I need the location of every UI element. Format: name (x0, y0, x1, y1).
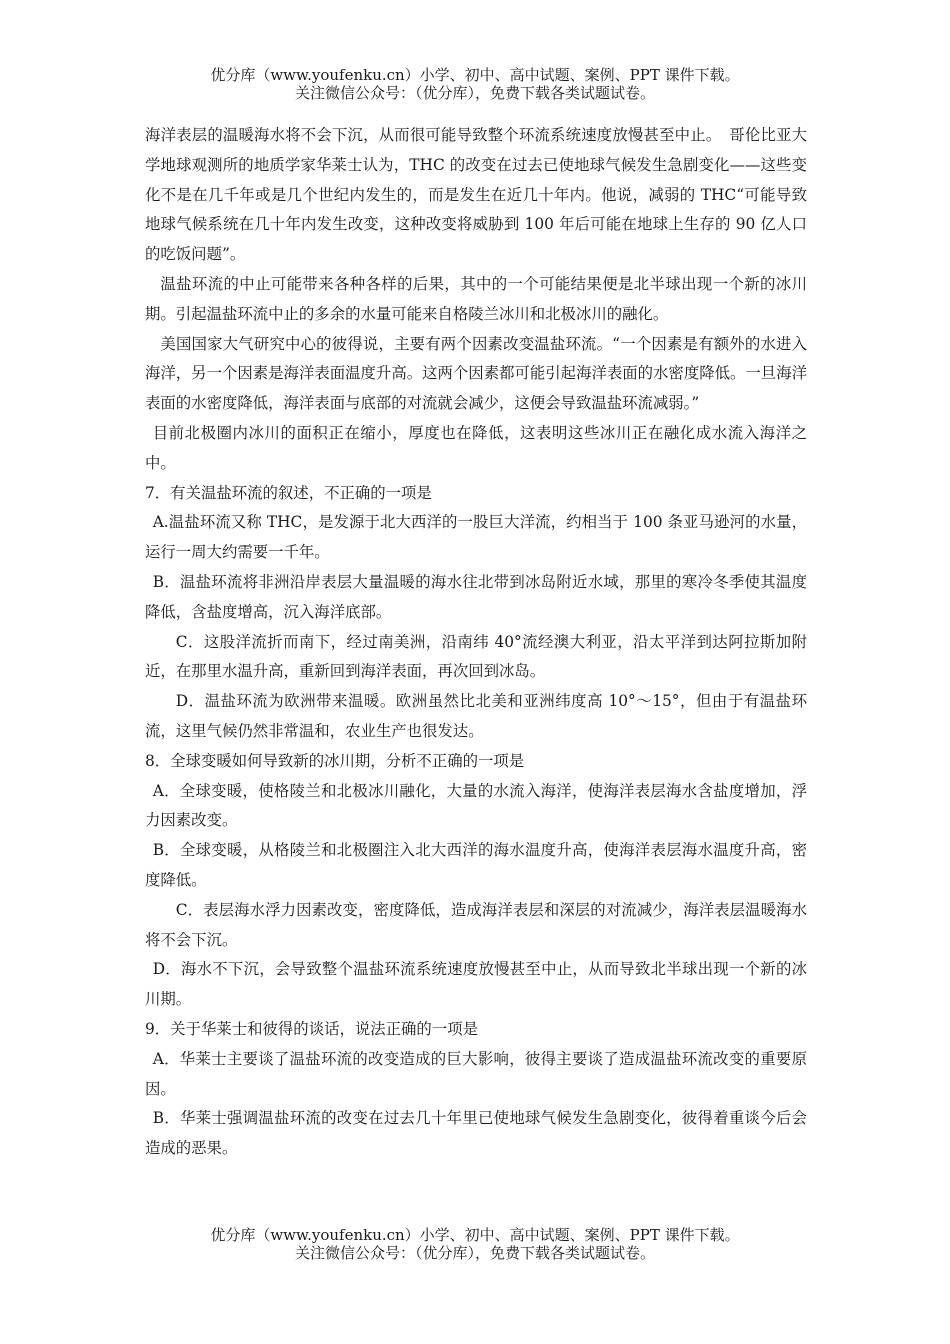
question-stem-9: 9．关于华莱士和彼得的谈话，说法正确的一项是 (145, 1019, 478, 1038)
header-line-2: 关注微信公众号：（优分库），免费下载各类试题试卷。 (294, 84, 655, 102)
question-8-option-d: D．海水不下沉，会导致整个温盐环流系统速度放慢甚至中止，从而导致北半球出现一个新的冰川期。 (145, 960, 807, 1009)
passage-paragraph: 美国国家大气研究中心的彼得说，主要有两个因素改变温盐环流。“一个因素是有额外的水进入海洋，另一个因素是海洋表面温度升高。这两个因素都可能引起海洋表面的水密度降低。一旦海洋表面的水密度降低，海洋表面与底部的对流就会减少，这便会导致温盐环流减弱。” (145, 334, 807, 413)
question-8-option-a: A．全球变暖，使格陵兰和北极冰川融化，大量的水流入海洋，使海洋表层海水含盐度增加，浮力因素改变。 (145, 781, 807, 830)
question-9-option-b: B．华莱士强调温盐环流的改变在过去几十年里已使地球气候发生急剧变化，彼得着重谈今后会造成的恶果。 (145, 1109, 807, 1158)
question-stem-7: 7．有关温盐环流的叙述，不正确的一项是 (145, 483, 432, 502)
question-7-option-b: B．温盐环流将非洲沿岸表层大量温暖的海水往北带到冰岛附近水域，那里的寒冷冬季使其温度降低，含盐度增高，沉入海洋底部。 (145, 572, 807, 621)
question-8-option-b: B．全球变暖，从格陵兰和北极圈注入北大西洋的海水温度升高，使海洋表层海水温度升高，密度降低。 (145, 841, 807, 889)
footer-line-2: 关注微信公众号：（优分库），免费下载各类试题试卷。 (294, 1244, 655, 1262)
passage-paragraph: 海洋表层的温暖海水将不会下沉，从而很可能导致整个环流系统速度放慢甚至中止。 哥伦比亚大学地球观测所的地质学家华莱士认为，THC 的改变在过去已使地球气候发生急剧变化——这些变化不是在几千年或是几个世纪内发生的，而是发生在近几十年内。他说，减弱的 THC“可能导致地球气候系统在几十年内发生改变，这种改变将威胁到 100 年后可能在地球上生存的 90 亿人口的吃饭问题”。 (145, 126, 807, 264)
page-footer (0, 1226, 950, 1262)
question-7-option-d: D．温盐环流为欧洲带来温暖。欧洲虽然比北美和亚洲纬度高 10°～15°，但由于有温盐环流，这里气候仍然非常温和，农业生产也很发达。 (145, 692, 807, 740)
passage-paragraph: 目前北极圈内冰川的面积正在缩小，厚度也在降低，这表明这些冰川正在融化成水流入海洋之中。 (145, 423, 807, 472)
header-line-1: 优分库（www.youfenku.cn）小学、初中、高中试题、案例、PPT 课件下载。 (210, 66, 740, 84)
passage-paragraph: 温盐环流的中止可能带来各种各样的后果，其中的一个可能结果便是北半球出现一个新的冰川期。引起温盐环流中止的多余的水量可能来自格陵兰冰川和北极冰川的融化。 (145, 274, 807, 323)
question-8-option-c: C．表层海水浮力因素改变，密度降低，造成海洋表层和深层的对流减少，海洋表层温暖海水将不会下沉。 (145, 900, 807, 949)
question-7-option-a: A.温盐环流又称 THC，是发源于北大西洋的一股巨大洋流，约相当于 100 条亚马逊河的水量，运行一周大约需要一千年。 (145, 513, 807, 562)
question-stem-8: 8．全球变暖如何导致新的冰川期，分析不正确的一项是 (145, 751, 525, 770)
document-body (145, 121, 807, 1164)
question-7-option-c: C．这股洋流折而南下，经过南美洲，沿南纬 40°流经澳大利亚，沿太平洋到达阿拉斯加附近，在那里水温升高，重新回到海洋表面，再次回到冰岛。 (145, 632, 807, 681)
footer-line-1: 优分库（www.youfenku.cn）小学、初中、高中试题、案例、PPT 课件下载。 (210, 1226, 740, 1244)
page-header (0, 66, 950, 102)
question-9-option-a: A．华莱士主要谈了温盐环流的改变造成的巨大影响，彼得主要谈了造成温盐环流改变的重要原因。 (145, 1049, 807, 1098)
